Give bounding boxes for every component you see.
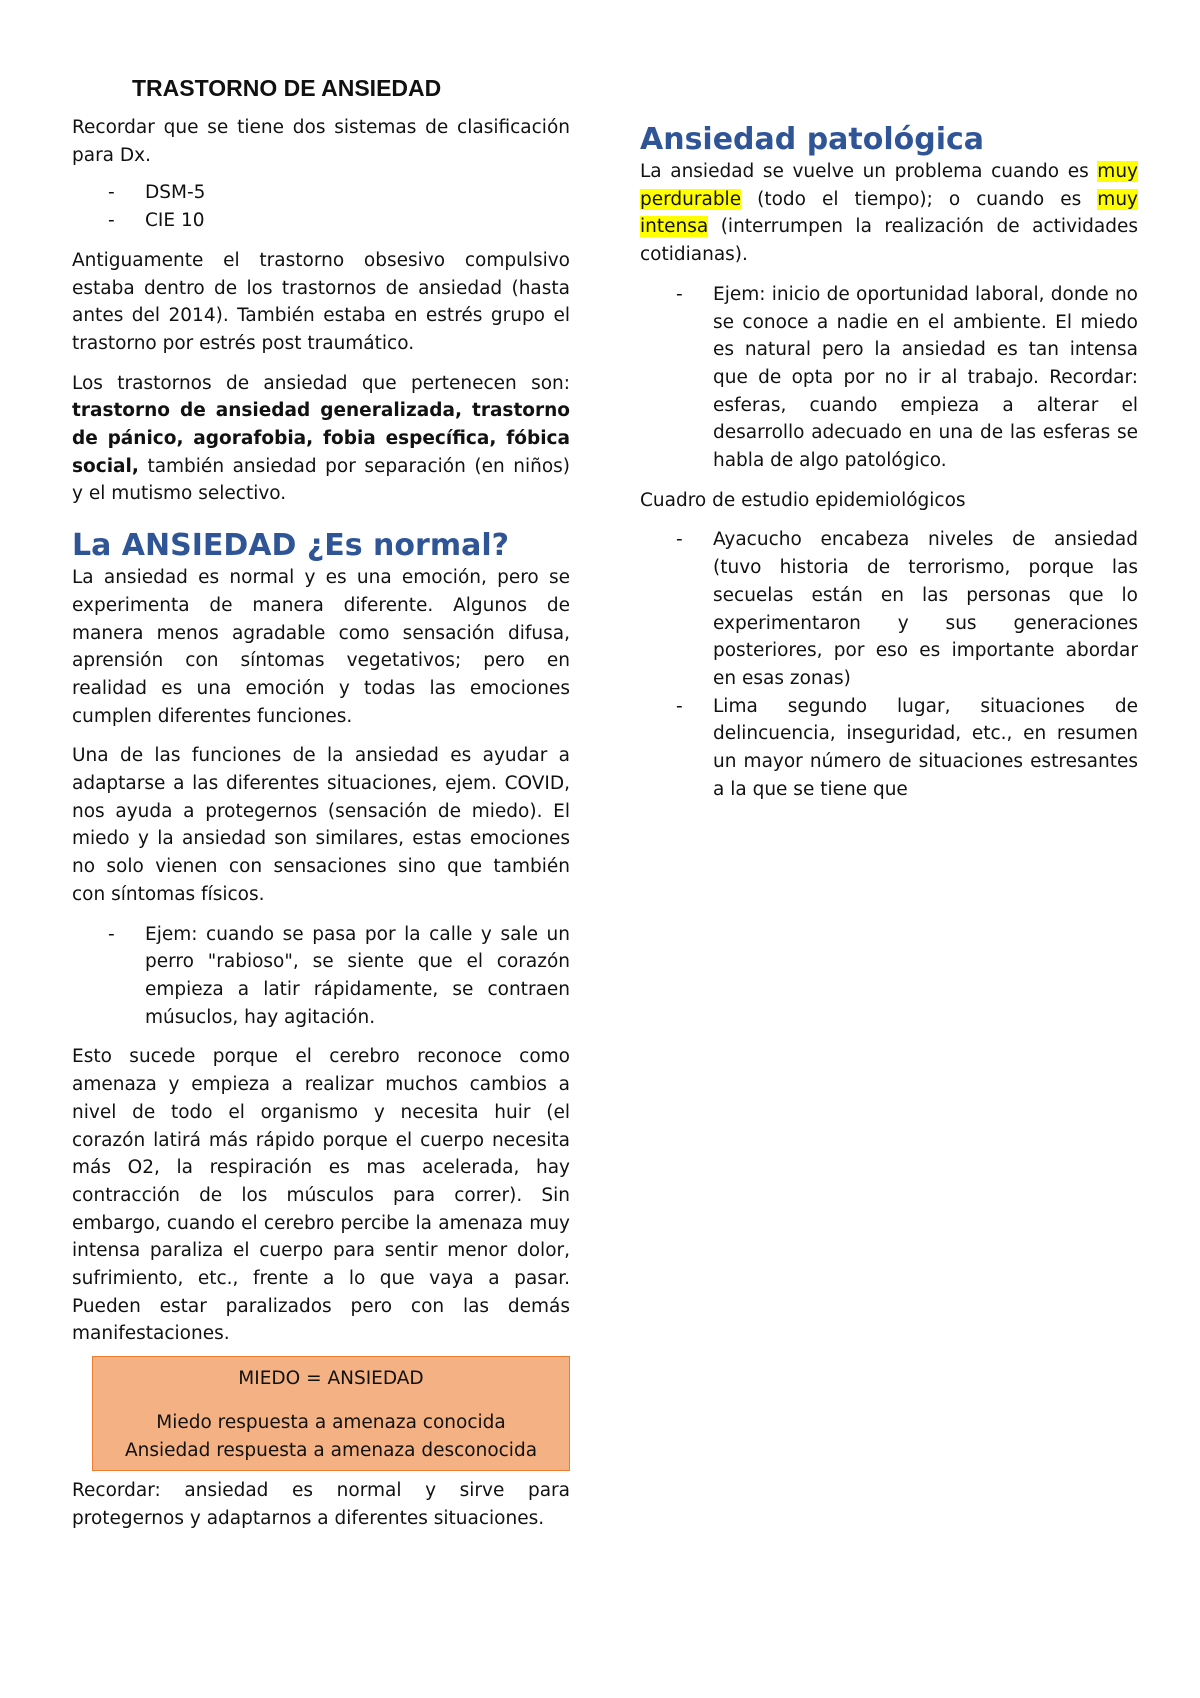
example-list <box>72 921 570 1032</box>
box-title: MIEDO = ANSIEDAD <box>238 1368 424 1390</box>
box-line-fear: Miedo respuesta a amenaza conocida <box>156 1411 506 1433</box>
dx-systems-list <box>72 179 570 234</box>
list-item: - Ejem: inicio de oportunidad laboral, donde no se conoce a nadie en el ambiente. El miedo es natural pero la ansiedad es tan intensa que de opta por no ir al trabajo. Recordar: esferas, cuando empieza a alterar el desarrollo adecuado en una de las esferas se habla de algo patológico. <box>713 281 1138 475</box>
disorders-paragraph: Los trastornos de ansiedad que pertenecen son: trastorno de ansiedad generalizada, trastorno de pánico, agorafobia, fobia específica, fóbica social, también ansiedad por separación (en niños) y el mutismo selectivo. <box>72 372 570 505</box>
dash-bullet: - <box>676 695 683 717</box>
functions-paragraph: Una de las funciones de la ansiedad es ayudar a adaptarse a las diferentes situaciones, ejem. COVID, nos ayuda a protegernos (sensación de miedo). El miedo y la ansiedad son similares, estas emociones no solo vienen con sensaciones sino que también con síntomas físicos. <box>72 745 570 905</box>
epidemiology-title: Cuadro de estudio epidemiológicos <box>640 489 966 511</box>
dash-bullet: - <box>676 529 683 551</box>
toc-paragraph: Antiguamente el trastorno obsesivo compulsivo estaba dentro de los trastornos de ansiedad (hasta antes del 2014). También estaba en estrés grupo el trastorno por estrés post traumático. <box>72 249 570 354</box>
list-item: - Lima segundo lugar, situaciones de delincuencia, inseguridad, etc., en resumen un mayor número de situaciones estresantes a la que se tiene que <box>713 693 1138 804</box>
disorders-bold-list: trastorno de ansiedad generalizada, trastorno de pánico, agorafobia, fobia específica, fóbica social, <box>72 400 570 477</box>
list-item: - Ejem: cuando se pasa por la calle y sale un perro "rabioso", se siente que el corazón empieza a latir rápidamente, se contraen músuclos, hay agitación. <box>145 921 570 1032</box>
dash-bullet: - <box>108 923 115 945</box>
intro-paragraph: Recordar que se tiene dos sistemas de clasificación para Dx. <box>72 117 570 166</box>
epidemiology-list <box>640 526 1138 803</box>
pathological-example-list <box>640 281 1138 475</box>
dash-bullet: - <box>108 210 115 232</box>
document-title: TRASTORNO DE ANSIEDAD <box>132 75 442 101</box>
list-item: - DSM-5 <box>145 179 570 207</box>
pathological-paragraph: La ansiedad se vuelve un problema cuando es muy perdurable (todo el tiempo); o cuando es muy intensa (interrumpen la realización de actividades cotidianas). <box>640 161 1138 266</box>
normal-paragraph: La ansiedad es normal y es una emoción, pero se experimenta de manera diferente. Algunos de manera menos agradable como sensación difusa, aprensión con síntomas vegetativos; pero en realidad es una emoción y todas las emociones cumplen diferentes funciones. <box>72 567 570 727</box>
fear-anxiety-box <box>92 1356 570 1471</box>
brain-paragraph: Esto sucede porque el cerebro reconoce como amenaza y empieza a realizar muchos cambios a nivel de todo el organismo y necesita huir (el corazón latirá más rápido porque el cuerpo necesita más O2, la respiración es mas acelerada, hay contracción de los músculos para correr). Sin embargo, cuando el cerebro percibe la amenaza muy intensa paraliza el cuerpo para sentir menor dolor, sufrimiento, etc., frente a lo que vaya a pasar. Pueden estar paralizados pero con las demás manifestaciones. <box>72 1046 570 1345</box>
highlight-perdurable: muy perdurable <box>640 161 1138 210</box>
box-line-anxiety: Ansiedad respuesta a amenaza desconocida <box>124 1439 538 1461</box>
dash-bullet: - <box>108 182 115 204</box>
right-column <box>640 0 1138 803</box>
reminder-paragraph: Recordar: ansiedad es normal y sirve para protegernos y adaptarnos a diferentes situaciones. <box>72 1480 570 1529</box>
section-heading-normal: La ANSIEDAD ¿Es normal? <box>72 528 510 564</box>
list-item: - Ayacucho encabeza niveles de ansiedad (tuvo historia de terrorismo, porque las secuelas están en las personas que lo experimentaron y sus generaciones posteriores, por eso es importante abordar en esas zonas) <box>713 526 1138 692</box>
section-heading-pathological: Ansiedad patológica <box>640 122 985 157</box>
list-item: - CIE 10 <box>145 207 570 235</box>
highlight-intensa: muy intensa <box>640 188 1138 238</box>
dash-bullet: - <box>676 283 683 305</box>
left-column <box>72 0 570 1533</box>
